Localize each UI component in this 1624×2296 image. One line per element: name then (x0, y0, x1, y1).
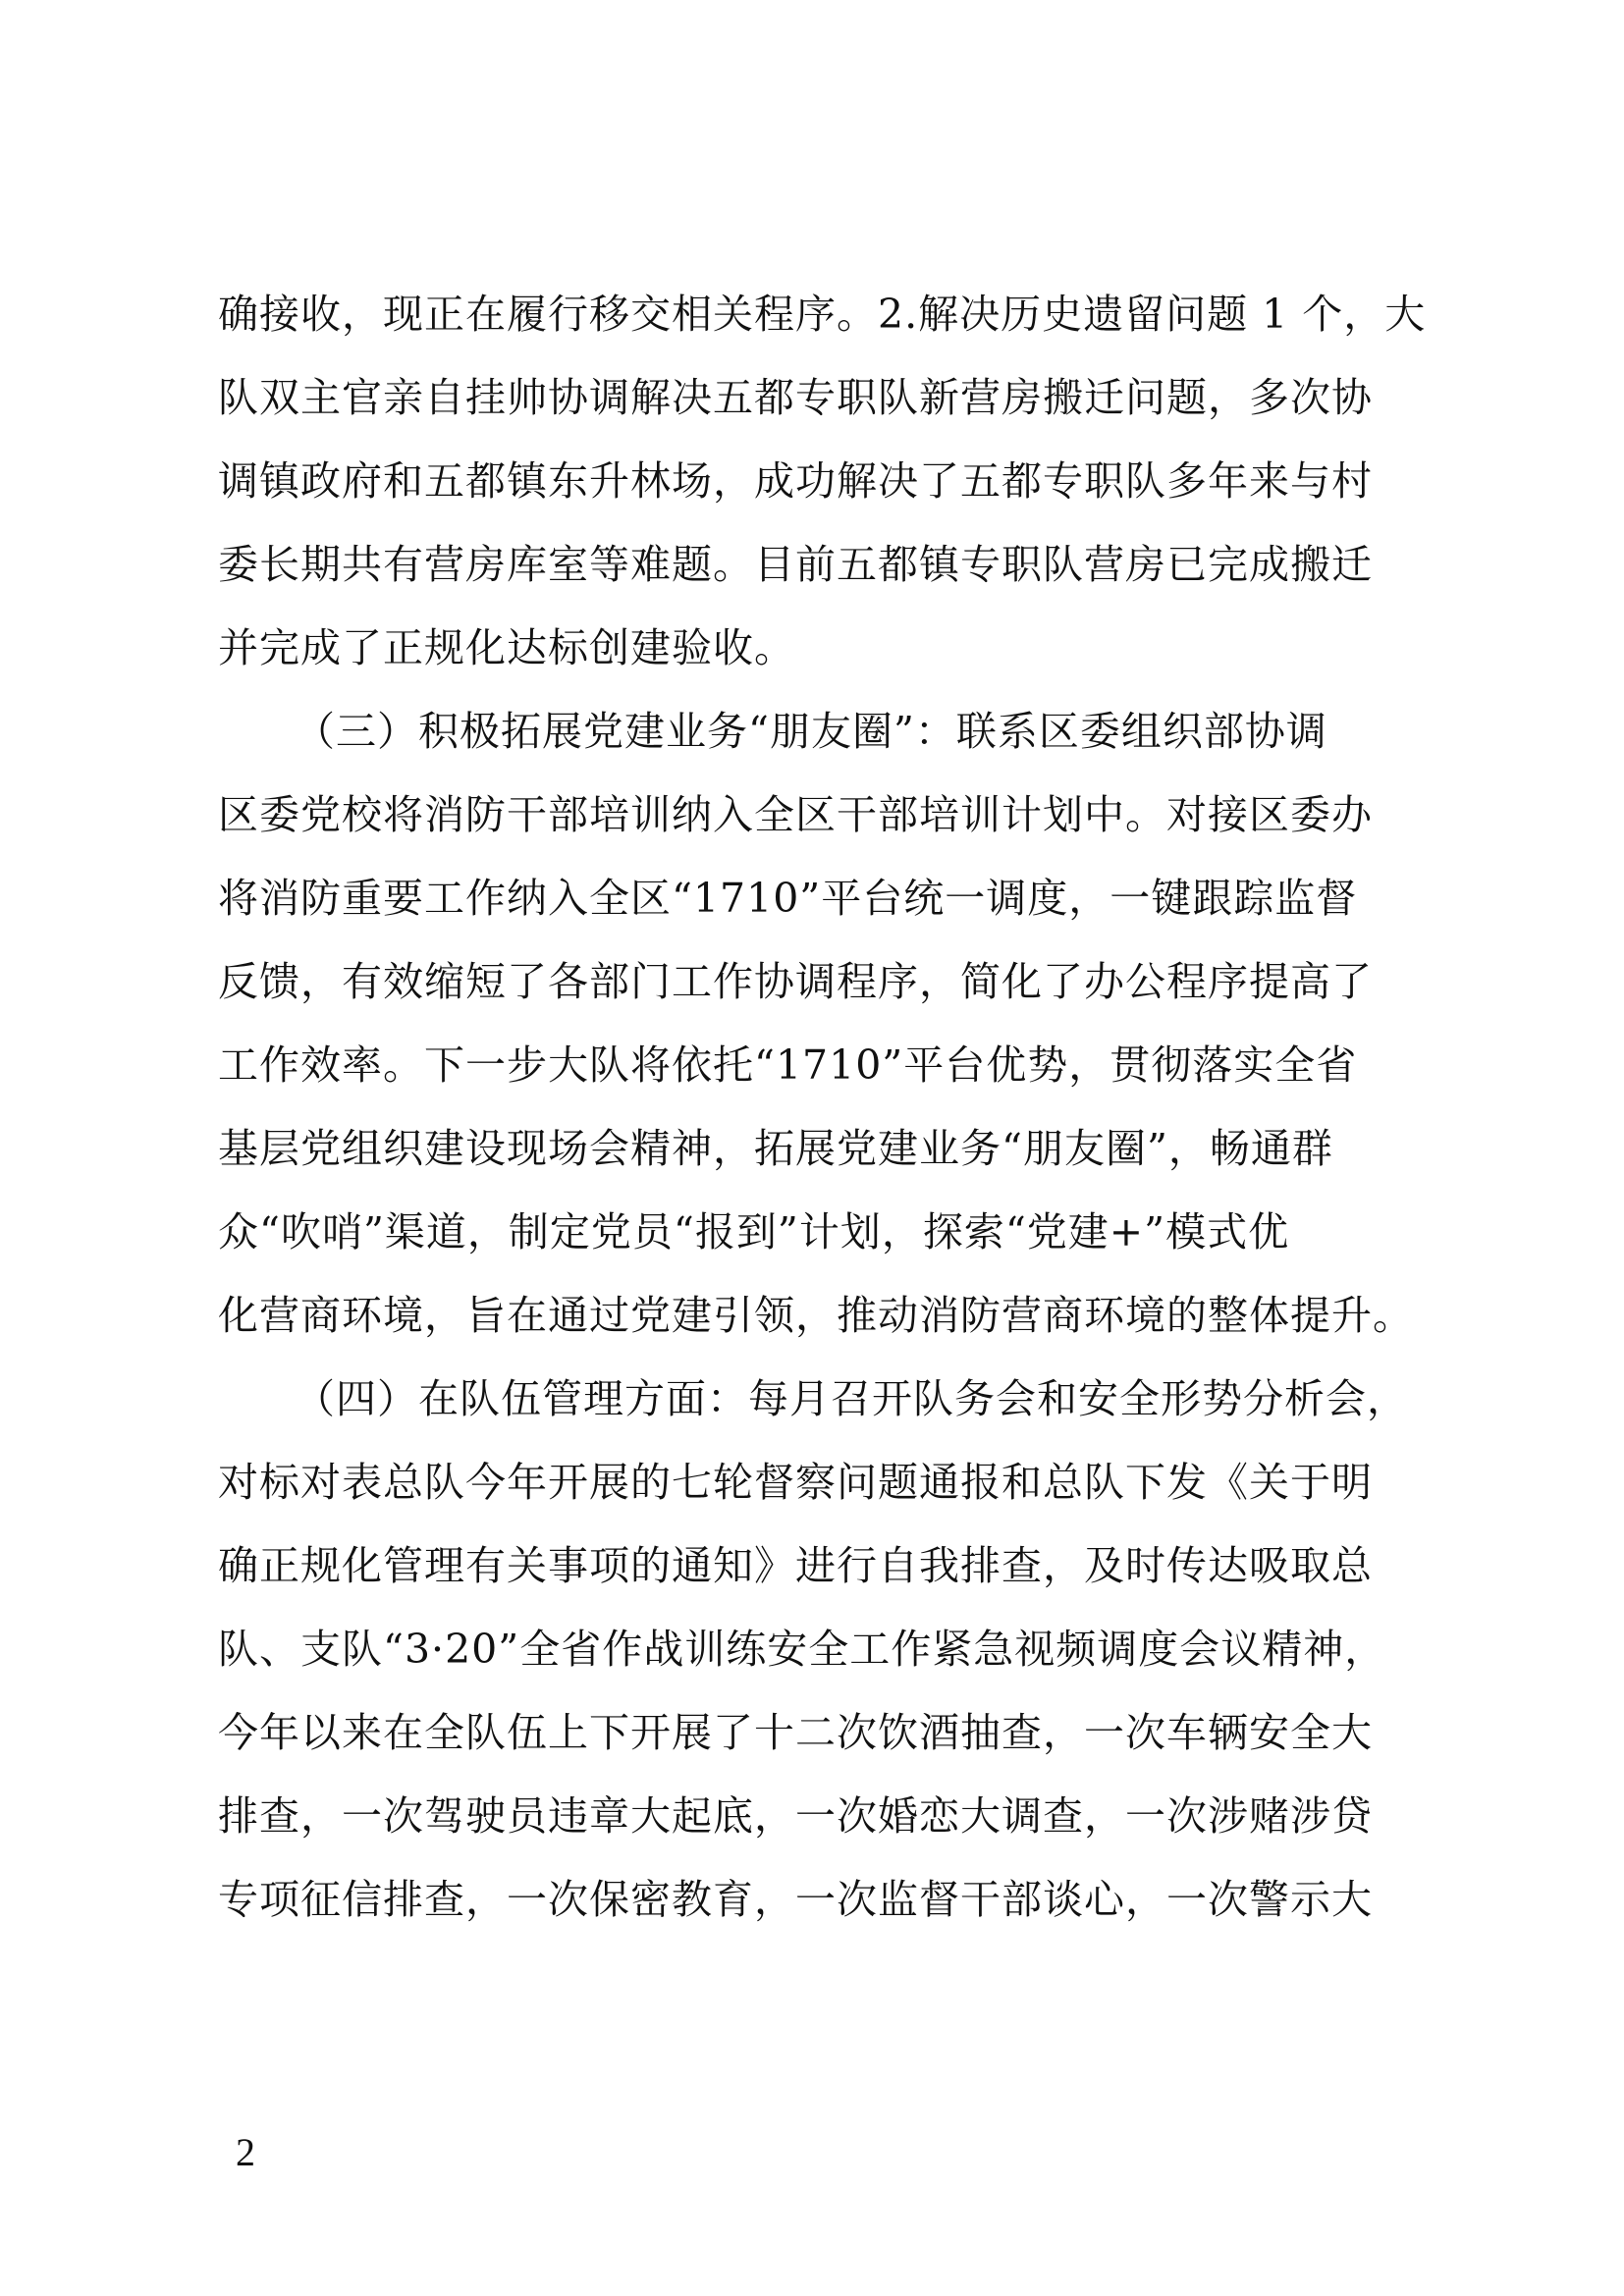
text-line: 反馈，有效缩短了各部门工作协调程序，简化了办公程序提高了 (218, 958, 1373, 1005)
text-line: 众“吹哨”渠道，制定党员“报到”计划，探索“党建+”模式优 (218, 1208, 1290, 1255)
text-line: 区委党校将消防干部培训纳入全区干部培训计划中。对接区委办 (218, 791, 1373, 838)
text-line: 化营商环境，旨在通过党建引领，推动消防营商环境的整体提升。 (218, 1292, 1414, 1339)
page-number: 2 (236, 2130, 255, 2174)
text-line: 调镇政府和五都镇东升林场，成功解决了五都专职队多年来与村 (218, 457, 1373, 505)
text-line: 并完成了正规化达标创建验收。 (218, 624, 795, 671)
text-line: 将消防重要工作纳入全区“1710”平台统一调度，一键跟踪监督 (218, 875, 1358, 922)
text-line: 确正规化管理有关事项的通知》进行自我排查，及时传达吸取总 (218, 1542, 1373, 1589)
text-line: 今年以来在全队伍上下开展了十二次饮酒抽查，一次车辆安全大 (218, 1709, 1373, 1756)
text-line: 队、支队“3·20”全省作战训练安全工作紧急视频调度会议精神， (218, 1626, 1386, 1673)
text-line: 确接收，现正在履行移交相关程序。2.解决历史遗留问题 1 个，大 (218, 291, 1427, 338)
text-line: 基层党组织建设现场会精神，拓展党建业务“朋友圈”，畅通群 (218, 1125, 1333, 1172)
text-line: 排查，一次驾驶员违章大起底，一次婚恋大调查，一次涉赌涉贷 (218, 1792, 1373, 1840)
text-line: 工作效率。下一步大队将依托“1710”平台优势，贯彻落实全省 (218, 1041, 1358, 1089)
section-heading-4: （四）在队伍管理方面：每月召开队务会和安全形势分析会， (295, 1375, 1408, 1422)
text-line: 对标对表总队今年开展的七轮督察问题通报和总队下发《关于明 (218, 1459, 1373, 1506)
text-line: 队双主官亲自挂帅协调解决五都专职队新营房搬迁问题，多次协 (218, 374, 1373, 421)
text-line: 专项征信排查，一次保密教育，一次监督干部谈心，一次警示大 (218, 1876, 1373, 1923)
section-heading-3: （三）积极拓展党建业务“朋友圈”：联系区委组织部协调 (295, 708, 1327, 755)
text-line: 委长期共有营房库室等难题。目前五都镇专职队营房已完成搬迁 (218, 541, 1373, 588)
